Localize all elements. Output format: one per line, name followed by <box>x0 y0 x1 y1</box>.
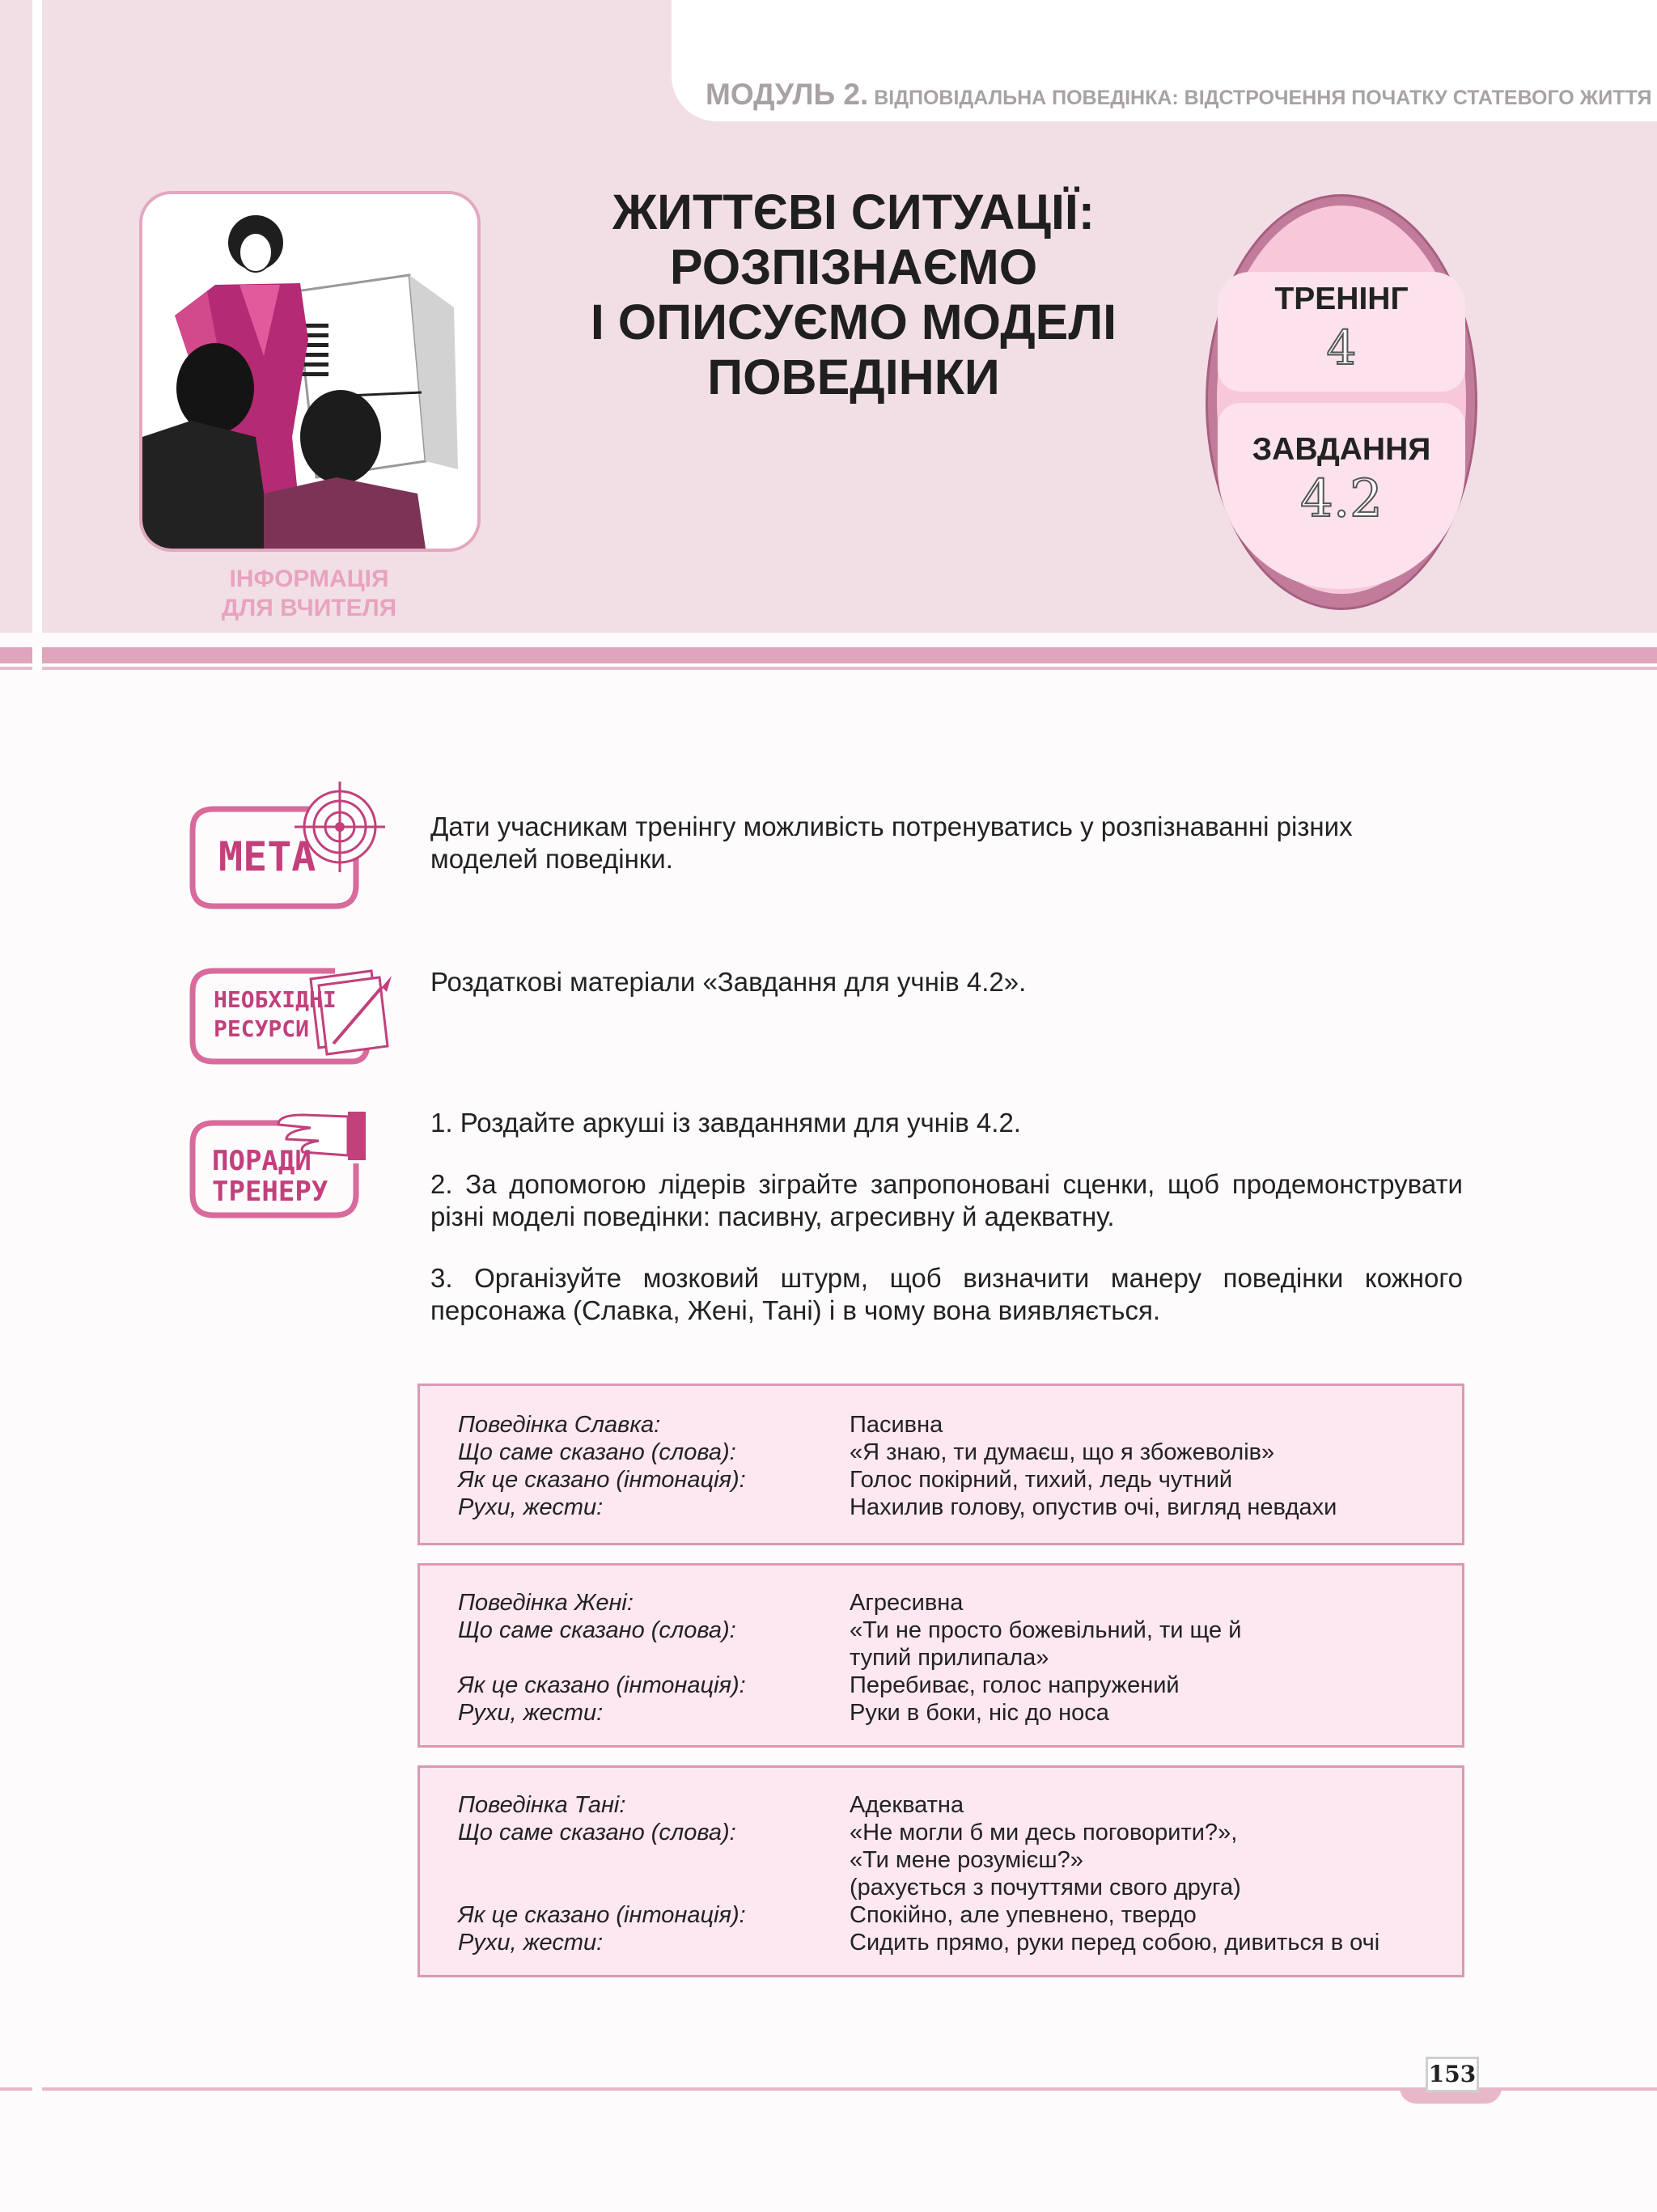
card-1-moves-label: Рухи, жести: <box>458 1494 604 1520</box>
card-2-tone-label: Як це сказано (інтонація): <box>458 1672 746 1698</box>
goal-badge-label: МЕТА <box>218 833 316 880</box>
goal-badge <box>189 777 392 911</box>
card-1-tone-label: Як це сказано (інтонація): <box>458 1467 746 1493</box>
teacher-info-label <box>139 565 479 623</box>
tips-badge-label <box>212 1146 328 1207</box>
card-3-tone-value: Спокійно, але упевнено, твердо <box>850 1902 1197 1928</box>
teacher-label-line-1: ІНФОРМАЦІЯ <box>229 566 389 592</box>
card-1-behavior-value: Пасивна <box>850 1412 943 1438</box>
card-1-moves-value: Нахилив голову, опустив очі, вигляд невдахи <box>850 1494 1337 1520</box>
tips-badge <box>189 1107 392 1220</box>
header-left-strip <box>0 0 32 633</box>
card-1-behavior-label: Поведінка Славка: <box>458 1412 661 1438</box>
title-line-1: ЖИТТЄВІ СИТУАЦІЇ: <box>612 184 1095 239</box>
presenter-illustration-icon <box>142 194 477 549</box>
card-1-tone-value: Голос покірний, тихий, ледь чутний <box>850 1467 1233 1493</box>
page-title <box>526 184 1181 405</box>
card-2-words-line-1: «Ти не просто божевільний, ти ще й <box>850 1617 1242 1643</box>
card-3-moves-value: Сидить прямо, руки перед собою, дивиться в очі <box>850 1930 1380 1956</box>
tips-badge-line-1: ПОРАДИ <box>212 1145 311 1177</box>
card-2-words-label: Що саме сказано (слова): <box>458 1617 736 1643</box>
resources-badge-label <box>214 985 337 1044</box>
card-1-words-label: Що саме сказано (слова): <box>458 1439 736 1465</box>
card-1-words-line-1: «Я знаю, ти думаєш, що я збожеволів» <box>850 1439 1275 1465</box>
card-3-words-line-1: «Не могли б ми десь поговорити?», <box>850 1820 1238 1845</box>
header-band-thin <box>0 667 1657 670</box>
card-3-words-label: Що саме сказано (слова): <box>458 1820 736 1845</box>
card-2-moves-value: Руки в боки, ніс до носа <box>850 1700 1109 1726</box>
header-band <box>0 647 1657 663</box>
step-1: 1. Роздайте аркуші із завданнями для учнів 4.2. <box>430 1108 1021 1138</box>
card-3-tone-label: Як це сказано (інтонація): <box>458 1902 746 1928</box>
band-gap <box>32 647 42 672</box>
header-divider <box>32 0 42 633</box>
task-label: ЗАВДАННЯ <box>1252 432 1431 467</box>
card-2-moves-label: Рухи, жести: <box>458 1700 604 1726</box>
card-3-behavior-value: Адекватна <box>850 1792 964 1818</box>
task-number: 4.2 <box>1300 469 1383 529</box>
teacher-illustration <box>139 191 481 552</box>
step-2: 2. За допомогою лідерів зіграйте запропоновані сценки, щоб продемонструвати різні моделі поведінки: пасивну, агресивну й адекватну. <box>430 1169 1463 1231</box>
module-heading <box>706 78 1652 112</box>
resources-badge-line-2: РЕСУРСИ <box>214 1015 310 1042</box>
title-line-3: І ОПИСУЄМО МОДЕЛІ <box>590 295 1117 350</box>
step-3: 3. Організуйте мозковий штурм, щоб визначити манеру поведінки кожного персонажа (Славка, Жені, Тані) і в чому вона виявляється. <box>430 1263 1463 1325</box>
module-subtitle: ВІДПОВІДАЛЬНА ПОВЕДІНКА: ВІДСТРОЧЕННЯ ПОЧАТКУ СТАТЕВОГО ЖИТТЯ <box>874 87 1652 109</box>
teacher-label-line-2: ДЛЯ ВЧИТЕЛЯ <box>221 595 397 621</box>
module-label: МОДУЛЬ 2. <box>706 78 869 111</box>
card-3-words-line-3: (рахується з почуттями свого друга) <box>850 1875 1241 1901</box>
card-3-behavior-label: Поведінка Тані: <box>458 1792 626 1818</box>
resources-badge-line-1: НЕОБХІДНІ <box>214 986 337 1013</box>
card-2-behavior-label: Поведінка Жені: <box>458 1590 634 1616</box>
title-line-2: РОЗПІЗНАЄМО <box>669 239 1038 295</box>
page-number: 153 <box>1426 2057 1479 2092</box>
goal-text: Дати учасникам тренінгу можливість потренуватись у розпізнаванні різних моделей поведінки. <box>430 811 1353 874</box>
title-line-4: ПОВЕДІНКИ <box>707 350 1000 405</box>
resources-text: Роздаткові матеріали «Завдання для учнів 4.2». <box>430 967 1027 997</box>
card-3-words-line-2: «Ти мене розумієш?» <box>850 1847 1083 1873</box>
resources-badge <box>189 963 400 1068</box>
card-2-words-line-2: тупий прилипала» <box>850 1645 1049 1671</box>
training-number: 4 <box>1326 320 1357 375</box>
card-3-moves-label: Рухи, жести: <box>458 1930 604 1956</box>
footer-line-left <box>0 2087 32 2091</box>
tips-badge-line-2: ТРЕНЕРУ <box>212 1176 328 1208</box>
card-2-behavior-value: Агресивна <box>850 1590 964 1616</box>
training-label: ТРЕНІНГ <box>1274 282 1409 316</box>
card-2-tone-value: Перебиває, голос напружений <box>850 1672 1180 1698</box>
